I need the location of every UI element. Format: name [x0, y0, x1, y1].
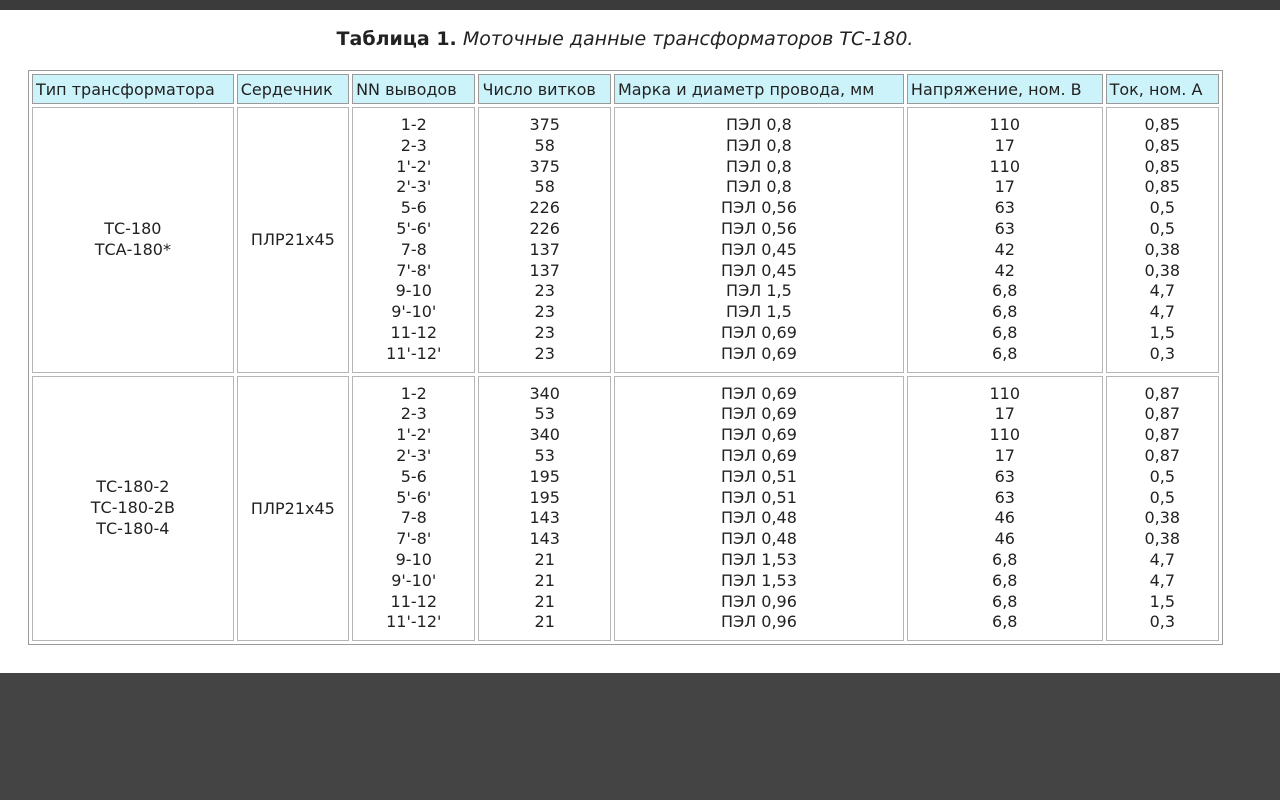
pins-value: 5'-6': [396, 218, 432, 238]
current-value: 0,85: [1144, 156, 1181, 176]
table-row: [32, 107, 1219, 373]
wire-value: ПЭЛ 0,69: [720, 383, 797, 403]
wire-value: ПЭЛ 0,51: [720, 487, 797, 507]
pins-cell: [352, 107, 475, 373]
turns-value: 375: [529, 156, 560, 176]
turns-value: 21: [534, 549, 555, 569]
pins-value: 5'-6': [396, 487, 432, 507]
voltage-value: 63: [994, 466, 1015, 486]
wire-value: ПЭЛ 0,48: [720, 508, 797, 528]
current-value: 0,85: [1144, 177, 1181, 197]
pins-value: 7-8: [400, 239, 427, 259]
wire-value: ПЭЛ 0,69: [720, 322, 797, 342]
pins-cell: [352, 376, 475, 642]
pins-value: 9'-10': [391, 302, 437, 322]
wire-value: ПЭЛ 1,5: [726, 281, 792, 301]
header-current: Ток, ном. А: [1106, 74, 1219, 104]
table-row: [32, 376, 1219, 642]
current-value: 1,5: [1149, 322, 1176, 342]
caption-label: Таблица 1.: [336, 28, 457, 50]
wire-value: ПЭЛ 0,8: [726, 177, 792, 197]
turns-value: 143: [529, 529, 560, 549]
current-value: 4,7: [1149, 549, 1176, 569]
table-header-row: [32, 74, 1219, 104]
wire-value: ПЭЛ 0,69: [720, 343, 797, 363]
wire-value: ПЭЛ 0,56: [720, 198, 797, 218]
wire-value: ПЭЛ 0,45: [720, 260, 797, 280]
current-value: 4,7: [1149, 302, 1176, 322]
turns-cell: [478, 376, 610, 642]
pins-value: 5-6: [400, 198, 427, 218]
transformer-type: ТС-180-2: [96, 477, 170, 497]
wire-value: ПЭЛ 0,69: [720, 425, 797, 445]
pins-value: 2-3: [400, 135, 427, 155]
voltage-value: 6,8: [992, 343, 1018, 363]
voltage-value: 63: [994, 198, 1015, 218]
pins-value: 11'-12': [386, 612, 442, 632]
turns-value: 21: [534, 591, 555, 611]
pins-value: 7-8: [400, 508, 427, 528]
wire-value: ПЭЛ 0,69: [720, 445, 797, 465]
header-wire: Марка и диаметр провода, мм: [614, 74, 904, 104]
pins-value: 2'-3': [396, 445, 432, 465]
voltage-value: 63: [994, 218, 1015, 238]
current-value: 0,87: [1144, 404, 1181, 424]
pins-value: 11'-12': [386, 343, 442, 363]
pins-value: 9'-10': [391, 570, 437, 590]
current-value: 4,7: [1149, 570, 1176, 590]
wire-value: ПЭЛ 0,45: [720, 239, 797, 259]
transformer-type: ТС-180: [104, 218, 162, 238]
turns-value: 340: [529, 425, 560, 445]
current-value: 0,5: [1149, 218, 1176, 238]
turns-value: 58: [534, 177, 555, 197]
pins-value: 9-10: [395, 549, 432, 569]
pins-value: 2-3: [400, 404, 427, 424]
core-cell: ПЛР21х45: [237, 107, 349, 373]
current-value: 0,38: [1144, 239, 1181, 259]
voltage-value: 17: [994, 135, 1015, 155]
voltage-cell: [907, 107, 1103, 373]
voltage-value: 17: [994, 404, 1015, 424]
transformer-type: ТСА-180*: [94, 239, 171, 259]
turns-value: 195: [529, 466, 560, 486]
current-cell: [1106, 376, 1219, 642]
voltage-value: 42: [994, 260, 1015, 280]
transformer-type-cell: [32, 107, 234, 373]
current-value: 0,85: [1144, 115, 1181, 134]
turns-value: 53: [534, 445, 555, 465]
voltage-value: 110: [989, 383, 1021, 403]
turns-value: 340: [529, 383, 560, 403]
current-cell: [1106, 107, 1219, 373]
wire-value: ПЭЛ 0,48: [720, 529, 797, 549]
voltage-value: 6,8: [992, 302, 1018, 322]
current-value: 1,5: [1149, 591, 1176, 611]
header-turns: Число витков: [478, 74, 610, 104]
pins-value: 1-2: [400, 115, 427, 134]
pins-value: 11-12: [390, 591, 438, 611]
current-value: 0,85: [1144, 135, 1181, 155]
table-caption: [0, 28, 1250, 50]
voltage-cell: [907, 376, 1103, 642]
pins-value: 5-6: [400, 466, 427, 486]
voltage-value: 110: [989, 156, 1021, 176]
header-transformer-type: Тип трансформатора: [32, 74, 234, 104]
current-value: 0,5: [1149, 487, 1176, 507]
header-pins: NN выводов: [352, 74, 475, 104]
voltage-value: 110: [989, 115, 1021, 134]
voltage-value: 6,8: [992, 549, 1018, 569]
wire-value: ПЭЛ 1,53: [720, 570, 797, 590]
turns-value: 23: [534, 343, 555, 363]
wire-value: ПЭЛ 0,56: [720, 218, 797, 238]
wire-cell: [614, 376, 904, 642]
pins-value: 1'-2': [396, 156, 432, 176]
caption-title: Моточные данные трансформаторов ТС-180.: [462, 28, 914, 50]
turns-value: 21: [534, 570, 555, 590]
wire-value: ПЭЛ 0,8: [726, 115, 792, 134]
core-cell: ПЛР21х45: [237, 376, 349, 642]
voltage-value: 6,8: [992, 322, 1018, 342]
turns-value: 226: [529, 198, 560, 218]
turns-value: 21: [534, 612, 555, 632]
current-value: 0,87: [1144, 383, 1181, 403]
voltage-value: 6,8: [992, 612, 1018, 632]
header-core: Сердечник: [237, 74, 349, 104]
transformer-type-cell: [32, 376, 234, 642]
turns-value: 23: [534, 281, 555, 301]
current-value: 0,3: [1149, 612, 1176, 632]
turns-value: 23: [534, 322, 555, 342]
transformer-type: ТС-180-4: [96, 518, 170, 538]
wire-cell: [614, 107, 904, 373]
voltage-value: 6,8: [992, 591, 1018, 611]
pins-value: 1-2: [400, 383, 427, 403]
voltage-value: 63: [994, 487, 1015, 507]
turns-value: 137: [529, 239, 560, 259]
current-value: 0,38: [1144, 529, 1181, 549]
wire-value: ПЭЛ 0,8: [726, 135, 792, 155]
voltage-value: 6,8: [992, 570, 1018, 590]
wire-value: ПЭЛ 0,8: [726, 156, 792, 176]
voltage-value: 42: [994, 239, 1015, 259]
turns-cell: [478, 107, 610, 373]
wire-value: ПЭЛ 0,96: [720, 612, 797, 632]
turns-value: 53: [534, 404, 555, 424]
pins-value: 11-12: [390, 322, 438, 342]
wire-value: ПЭЛ 0,69: [720, 404, 797, 424]
turns-value: 137: [529, 260, 560, 280]
pins-value: 2'-3': [396, 177, 432, 197]
voltage-value: 17: [994, 177, 1015, 197]
pins-value: 7'-8': [396, 529, 432, 549]
wire-value: ПЭЛ 0,51: [720, 466, 797, 486]
turns-value: 375: [529, 115, 560, 134]
turns-value: 58: [534, 135, 555, 155]
voltage-value: 46: [994, 529, 1015, 549]
turns-value: 23: [534, 302, 555, 322]
wire-value: ПЭЛ 1,53: [720, 549, 797, 569]
turns-value: 195: [529, 487, 560, 507]
turns-value: 143: [529, 508, 560, 528]
winding-data-table: [28, 70, 1223, 645]
voltage-value: 46: [994, 508, 1015, 528]
pins-value: 7'-8': [396, 260, 432, 280]
current-value: 0,5: [1149, 466, 1176, 486]
current-value: 0,38: [1144, 260, 1181, 280]
current-value: 0,5: [1149, 198, 1176, 218]
voltage-value: 110: [989, 425, 1021, 445]
current-value: 0,87: [1144, 445, 1181, 465]
wire-value: ПЭЛ 1,5: [726, 302, 792, 322]
pins-value: 9-10: [395, 281, 432, 301]
current-value: 0,38: [1144, 508, 1181, 528]
wire-value: ПЭЛ 0,96: [720, 591, 797, 611]
top-frame-strip: [0, 0, 1280, 10]
transformer-type: ТС-180-2В: [90, 497, 175, 517]
header-voltage: Напряжение, ном. В: [907, 74, 1103, 104]
voltage-value: 6,8: [992, 281, 1018, 301]
pins-value: 1'-2': [396, 425, 432, 445]
current-value: 0,3: [1149, 343, 1176, 363]
voltage-value: 17: [994, 445, 1015, 465]
bottom-dark-band: [0, 673, 1280, 800]
current-value: 0,87: [1144, 425, 1181, 445]
current-value: 4,7: [1149, 281, 1176, 301]
turns-value: 226: [529, 218, 560, 238]
